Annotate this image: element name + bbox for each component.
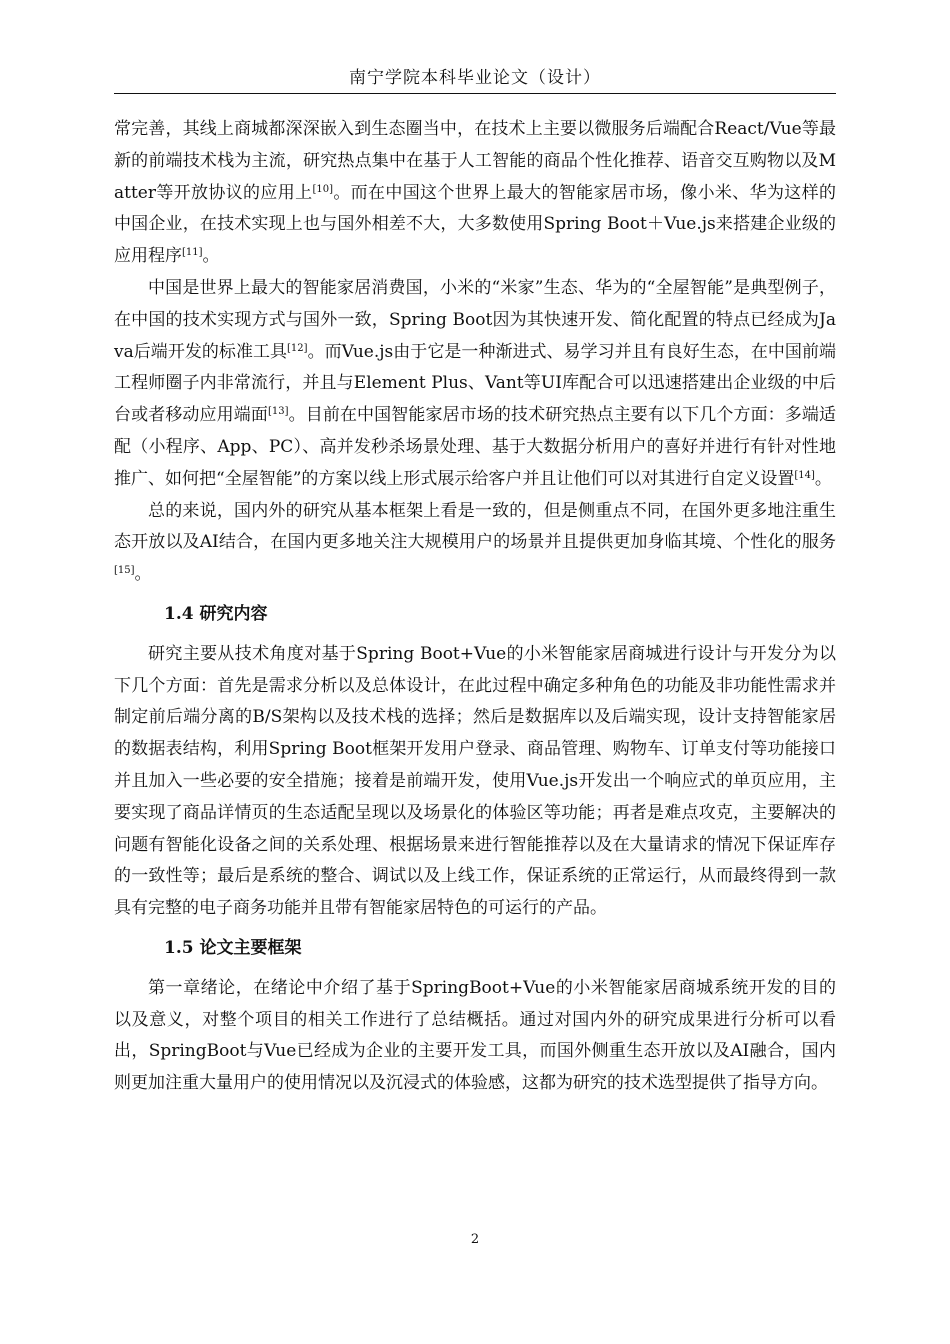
citation-ref[interactable]: [10]: [312, 183, 333, 195]
citation-ref[interactable]: [14]: [794, 469, 815, 481]
paragraph-domestic-research: [114, 273, 836, 496]
paragraph-text: 。而Vue.js由于它是一种渐进式、易学习并且有良好生态，在中国前端工程师圈子内非常流行，并且与Element Plus、Vant等UI库配合可以迅速搭建出企业级的中后台或者移动应用端面: [114, 341, 836, 426]
paragraph-text: 。: [134, 564, 152, 585]
section-heading-1-4: 1.4 研究内容: [164, 603, 268, 624]
paragraph-text: 。目前在中国智能家居市场的技术研究热点主要有以下几个方面：多端适配（小程序、App、PC）、高并发秒杀场景处理、基于大数据分析用户的喜好并进行有针对性地推广、如何把“全屋智能”的方案以线上形式展示给客户并且让他们可以对其进行自定义设置: [114, 405, 837, 489]
paragraph-text: 。: [814, 468, 832, 489]
header-divider: [114, 93, 836, 94]
citation-ref[interactable]: [12]: [287, 342, 308, 354]
paragraph-summary: [114, 496, 836, 591]
paragraph-text: 中国是世界上最大的智能家居消费国，小米的“米家”生态、华为的“全屋智能”是典型例子，在中国的技术实现方式与国外一致，Spring Boot因为其快速开发、简化配置的特点已经成为Java后端开发的标准工具: [114, 277, 836, 362]
paragraph-research-content: 研究主要从技术角度对基于Spring Boot+Vue的小米智能家居商城进行设计与开发分为以下几个方面：首先是需求分析以及总体设计，在此过程中确定多种角色的功能及非功能性需求并制定前后端分离的B/S架构以及技术栈的选择；然后是数据库以及后端实现，设计支持智能家居的数据表结构，利用Spring Boot框架开发用户登录、商品管理、购物车、订单支付等功能接口并且加入一些必要的安全措施；接着是前端开发，使用Vue.js开发出一个响应式的单页应用，主要实现了商品详情页的生态适配呈现以及场景化的体验区等功能；再者是难点攻克，主要解决的问题有智能化设备之间的关系处理、根据场景来进行智能推荐以及在大量请求的情况下保证库存的一致性等；最后是系统的整合、调试以及上线工作，保证系统的正常运行，从而最终得到一款具有完整的电子商务功能并且带有智能家居特色的可运行的产品。: [114, 643, 836, 919]
paragraph-text: 。: [202, 246, 220, 267]
paragraph-framework: 第一章绪论，在绪论中介绍了基于SpringBoot+Vue的小米智能家居商城系统开发的目的以及意义，对整个项目的相关工作进行了总结概括。通过对国内外的研究成果进行分析可以看出，SpringBoot与Vue已经成为企业的主要开发工具，而国外侧重生态开放以及AI融合，国内则更加注重大量用户的使用情况以及沉浸式的体验感，这都为研究的技术选型提供了指导方向。: [114, 977, 836, 1094]
section-heading-1-5: 1.5 论文主要框架: [164, 937, 302, 958]
citation-ref[interactable]: [13]: [267, 406, 289, 418]
paragraph-continued: [114, 114, 836, 273]
page-number: 2: [470, 1232, 480, 1247]
page-header-title: 南宁学院本科毕业论文（设计）: [349, 68, 601, 88]
paragraph-text: 。而在中国这个世界上最大的智能家居市场，像小米、华为这样的中国企业，在技术实现上也与国外相差不大，大多数使用Spring Boot＋Vue.js来搭建企业级的应用程序: [114, 182, 836, 267]
document-body: [114, 114, 836, 1100]
paragraph-text: 常完善，其线上商城都深深嵌入到生态圈当中，在技术上主要以微服务后端配合React/Vue等最新的前端技术栈为主流，研究热点集中在基于人工智能的商品个性化推荐、语音交互购物以及Matter等开放协议的应用上: [114, 119, 836, 203]
paragraph-text: 总的来说，国内外的研究从基本框架上看是一致的，但是侧重点不同，在国外更多地注重生态开放以及AI结合，在国内更多地关注大规模用户的场景并且提供更加身临其境、个性化的服务: [114, 500, 836, 553]
citation-ref[interactable]: [15]: [114, 565, 135, 577]
citation-ref[interactable]: [11]: [182, 247, 203, 259]
